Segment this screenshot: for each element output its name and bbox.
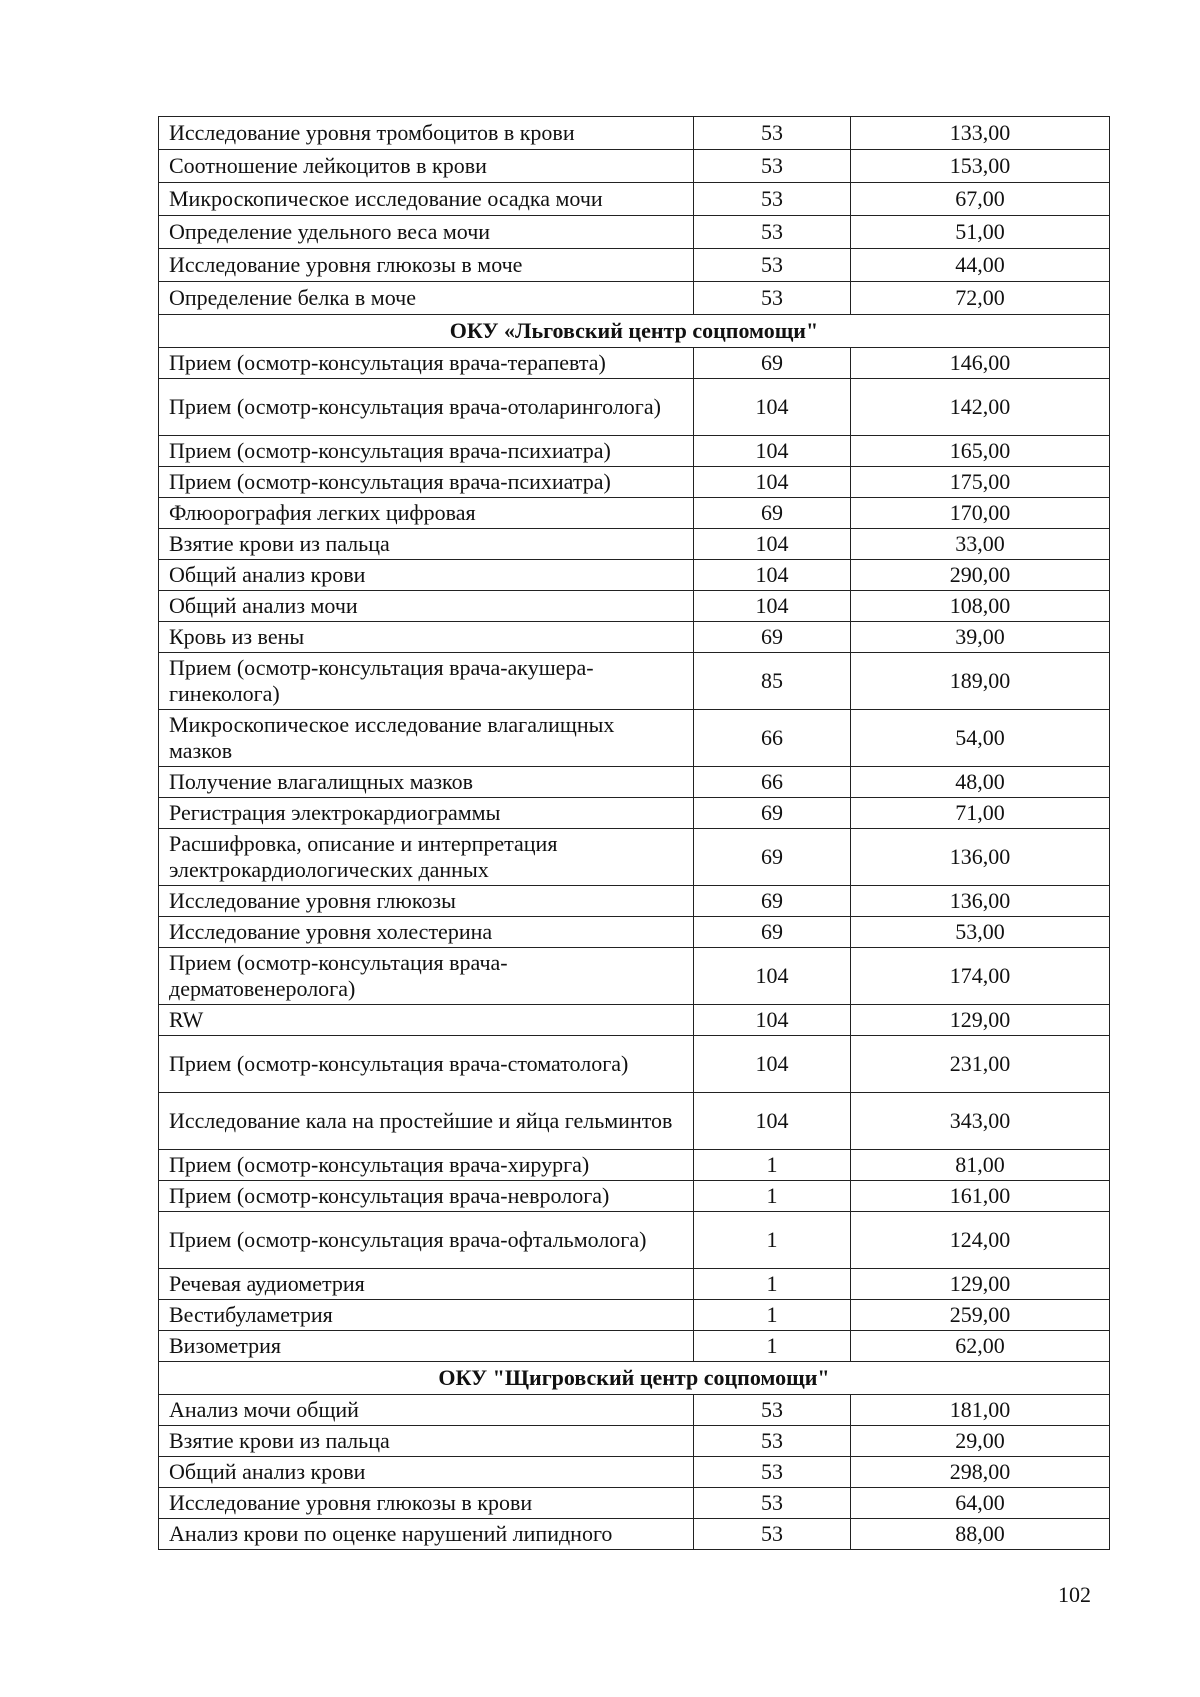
price-cell: 48,00 xyxy=(851,767,1110,798)
quantity-cell: 1 xyxy=(694,1181,851,1212)
table-row xyxy=(159,622,1110,653)
price-cell: 81,00 xyxy=(851,1150,1110,1181)
price-cell: 136,00 xyxy=(851,886,1110,917)
price-cell: 124,00 xyxy=(851,1212,1110,1269)
quantity-cell: 104 xyxy=(694,1005,851,1036)
service-name-cell: Исследование кала на простейшие и яйца гельминтов xyxy=(159,1093,694,1150)
price-cell: 51,00 xyxy=(851,216,1110,249)
price-cell: 174,00 xyxy=(851,948,1110,1005)
price-cell: 29,00 xyxy=(851,1426,1110,1457)
quantity-cell: 53 xyxy=(694,1426,851,1457)
service-name-cell: Прием (осмотр-консультация врача-терапевта) xyxy=(159,348,694,379)
price-cell: 67,00 xyxy=(851,183,1110,216)
service-name-cell: Прием (осмотр-консультация врача-психиатра) xyxy=(159,467,694,498)
table-row xyxy=(159,1093,1110,1150)
price-cell: 165,00 xyxy=(851,436,1110,467)
service-name-cell: Прием (осмотр-консультация врача-дерматовенеролога) xyxy=(159,948,694,1005)
price-cell: 189,00 xyxy=(851,653,1110,710)
table-row xyxy=(159,1395,1110,1426)
quantity-cell: 104 xyxy=(694,948,851,1005)
quantity-cell: 53 xyxy=(694,1395,851,1426)
service-name-cell: Прием (осмотр-консультация врача-стоматолога) xyxy=(159,1036,694,1093)
price-cell: 44,00 xyxy=(851,249,1110,282)
price-cell: 62,00 xyxy=(851,1331,1110,1362)
quantity-cell: 53 xyxy=(694,1488,851,1519)
table-row xyxy=(159,948,1110,1005)
table-row xyxy=(159,150,1110,183)
price-cell: 88,00 xyxy=(851,1519,1110,1550)
price-cell: 259,00 xyxy=(851,1300,1110,1331)
service-name-cell: Исследование уровня глюкозы в крови xyxy=(159,1488,694,1519)
table-row xyxy=(159,1212,1110,1269)
table-row xyxy=(159,183,1110,216)
price-cell: 129,00 xyxy=(851,1269,1110,1300)
quantity-cell: 69 xyxy=(694,498,851,529)
service-name-cell: Микроскопическое исследование осадка мочи xyxy=(159,183,694,216)
service-name-cell: Общий анализ мочи xyxy=(159,591,694,622)
table-row xyxy=(159,249,1110,282)
table-row xyxy=(159,117,1110,150)
price-cell: 129,00 xyxy=(851,1005,1110,1036)
price-cell: 53,00 xyxy=(851,917,1110,948)
quantity-cell: 69 xyxy=(694,829,851,886)
price-cell: 153,00 xyxy=(851,150,1110,183)
price-cell: 343,00 xyxy=(851,1093,1110,1150)
price-cell: 146,00 xyxy=(851,348,1110,379)
price-cell: 54,00 xyxy=(851,710,1110,767)
section-title: ОКУ "Щигровский центр соцпомощи" xyxy=(159,1362,1110,1395)
quantity-cell: 69 xyxy=(694,798,851,829)
section-header-row xyxy=(159,1362,1110,1395)
table-row xyxy=(159,1269,1110,1300)
quantity-cell: 1 xyxy=(694,1300,851,1331)
table-row xyxy=(159,591,1110,622)
service-name-cell: RW xyxy=(159,1005,694,1036)
table-row xyxy=(159,379,1110,436)
service-name-cell: Соотношение лейкоцитов в крови xyxy=(159,150,694,183)
quantity-cell: 1 xyxy=(694,1331,851,1362)
service-name-cell: Исследование уровня холестерина xyxy=(159,917,694,948)
quantity-cell: 104 xyxy=(694,529,851,560)
table-row xyxy=(159,710,1110,767)
price-cell: 170,00 xyxy=(851,498,1110,529)
table-row xyxy=(159,1150,1110,1181)
table-row xyxy=(159,1426,1110,1457)
table-row xyxy=(159,436,1110,467)
price-cell: 161,00 xyxy=(851,1181,1110,1212)
service-name-cell: Взятие крови из пальца xyxy=(159,529,694,560)
service-name-cell: Флюорография легких цифровая xyxy=(159,498,694,529)
quantity-cell: 69 xyxy=(694,917,851,948)
price-cell: 290,00 xyxy=(851,560,1110,591)
section-title: ОКУ «Льговский центр соцпомощи" xyxy=(159,315,1110,348)
table-row xyxy=(159,1005,1110,1036)
table-row xyxy=(159,917,1110,948)
table-row xyxy=(159,1181,1110,1212)
quantity-cell: 53 xyxy=(694,216,851,249)
service-name-cell: Исследование уровня глюкозы в моче xyxy=(159,249,694,282)
table-row xyxy=(159,798,1110,829)
table-row xyxy=(159,282,1110,315)
service-name-cell: Прием (осмотр-консультация врача-акушера-гинеколога) xyxy=(159,653,694,710)
price-cell: 71,00 xyxy=(851,798,1110,829)
service-name-cell: Взятие крови из пальца xyxy=(159,1426,694,1457)
table-row xyxy=(159,348,1110,379)
quantity-cell: 104 xyxy=(694,1093,851,1150)
service-name-cell: Анализ крови по оценке нарушений липидного xyxy=(159,1519,694,1550)
service-name-cell: Речевая аудиометрия xyxy=(159,1269,694,1300)
quantity-cell: 104 xyxy=(694,436,851,467)
table-row xyxy=(159,467,1110,498)
quantity-cell: 53 xyxy=(694,1457,851,1488)
price-cell: 142,00 xyxy=(851,379,1110,436)
quantity-cell: 66 xyxy=(694,710,851,767)
price-table xyxy=(158,116,1110,1550)
quantity-cell: 53 xyxy=(694,183,851,216)
price-cell: 175,00 xyxy=(851,467,1110,498)
price-cell: 108,00 xyxy=(851,591,1110,622)
price-cell: 133,00 xyxy=(851,117,1110,150)
service-name-cell: Прием (осмотр-консультация врача-хирурга) xyxy=(159,1150,694,1181)
table-row xyxy=(159,498,1110,529)
table-row xyxy=(159,216,1110,249)
service-name-cell: Общий анализ крови xyxy=(159,1457,694,1488)
section-header-row xyxy=(159,315,1110,348)
price-cell: 298,00 xyxy=(851,1457,1110,1488)
quantity-cell: 104 xyxy=(694,379,851,436)
quantity-cell: 104 xyxy=(694,1036,851,1093)
service-name-cell: Кровь из вены xyxy=(159,622,694,653)
quantity-cell: 69 xyxy=(694,622,851,653)
table-row xyxy=(159,767,1110,798)
table-row xyxy=(159,1457,1110,1488)
quantity-cell: 53 xyxy=(694,117,851,150)
page-number: 102 xyxy=(1058,1582,1091,1607)
quantity-cell: 69 xyxy=(694,886,851,917)
service-name-cell: Визометрия xyxy=(159,1331,694,1362)
quantity-cell: 69 xyxy=(694,348,851,379)
quantity-cell: 1 xyxy=(694,1150,851,1181)
table-row xyxy=(159,1519,1110,1550)
service-name-cell: Определение удельного веса мочи xyxy=(159,216,694,249)
service-name-cell: Получение влагалищных мазков xyxy=(159,767,694,798)
service-name-cell: Исследование уровня глюкозы xyxy=(159,886,694,917)
quantity-cell: 1 xyxy=(694,1269,851,1300)
quantity-cell: 53 xyxy=(694,282,851,315)
price-cell: 231,00 xyxy=(851,1036,1110,1093)
table-row xyxy=(159,1331,1110,1362)
service-name-cell: Вестибуламетрия xyxy=(159,1300,694,1331)
quantity-cell: 53 xyxy=(694,1519,851,1550)
service-name-cell: Прием (осмотр-консультация врача-офтальмолога) xyxy=(159,1212,694,1269)
price-cell: 64,00 xyxy=(851,1488,1110,1519)
table-row xyxy=(159,1036,1110,1093)
table-row xyxy=(159,1300,1110,1331)
service-name-cell: Прием (осмотр-консультация врача-психиатра) xyxy=(159,436,694,467)
quantity-cell: 1 xyxy=(694,1212,851,1269)
quantity-cell: 53 xyxy=(694,150,851,183)
table-row xyxy=(159,653,1110,710)
quantity-cell: 104 xyxy=(694,560,851,591)
price-cell: 33,00 xyxy=(851,529,1110,560)
service-name-cell: Анализ мочи общий xyxy=(159,1395,694,1426)
service-name-cell: Прием (осмотр-консультация врача-невролога) xyxy=(159,1181,694,1212)
price-cell: 136,00 xyxy=(851,829,1110,886)
quantity-cell: 53 xyxy=(694,249,851,282)
quantity-cell: 104 xyxy=(694,467,851,498)
table-row xyxy=(159,560,1110,591)
price-cell: 39,00 xyxy=(851,622,1110,653)
service-name-cell: Общий анализ крови xyxy=(159,560,694,591)
table-row xyxy=(159,886,1110,917)
service-name-cell: Регистрация электрокардиограммы xyxy=(159,798,694,829)
service-name-cell: Расшифровка, описание и интерпретация электрокардиологических данных xyxy=(159,829,694,886)
service-name-cell: Прием (осмотр-консультация врача-отоларинголога) xyxy=(159,379,694,436)
table-row xyxy=(159,829,1110,886)
table-row xyxy=(159,529,1110,560)
quantity-cell: 66 xyxy=(694,767,851,798)
service-name-cell: Определение белка в моче xyxy=(159,282,694,315)
price-cell: 181,00 xyxy=(851,1395,1110,1426)
quantity-cell: 104 xyxy=(694,591,851,622)
table-row xyxy=(159,1488,1110,1519)
service-name-cell: Микроскопическое исследование влагалищных мазков xyxy=(159,710,694,767)
price-cell: 72,00 xyxy=(851,282,1110,315)
quantity-cell: 85 xyxy=(694,653,851,710)
service-name-cell: Исследование уровня тромбоцитов в крови xyxy=(159,117,694,150)
